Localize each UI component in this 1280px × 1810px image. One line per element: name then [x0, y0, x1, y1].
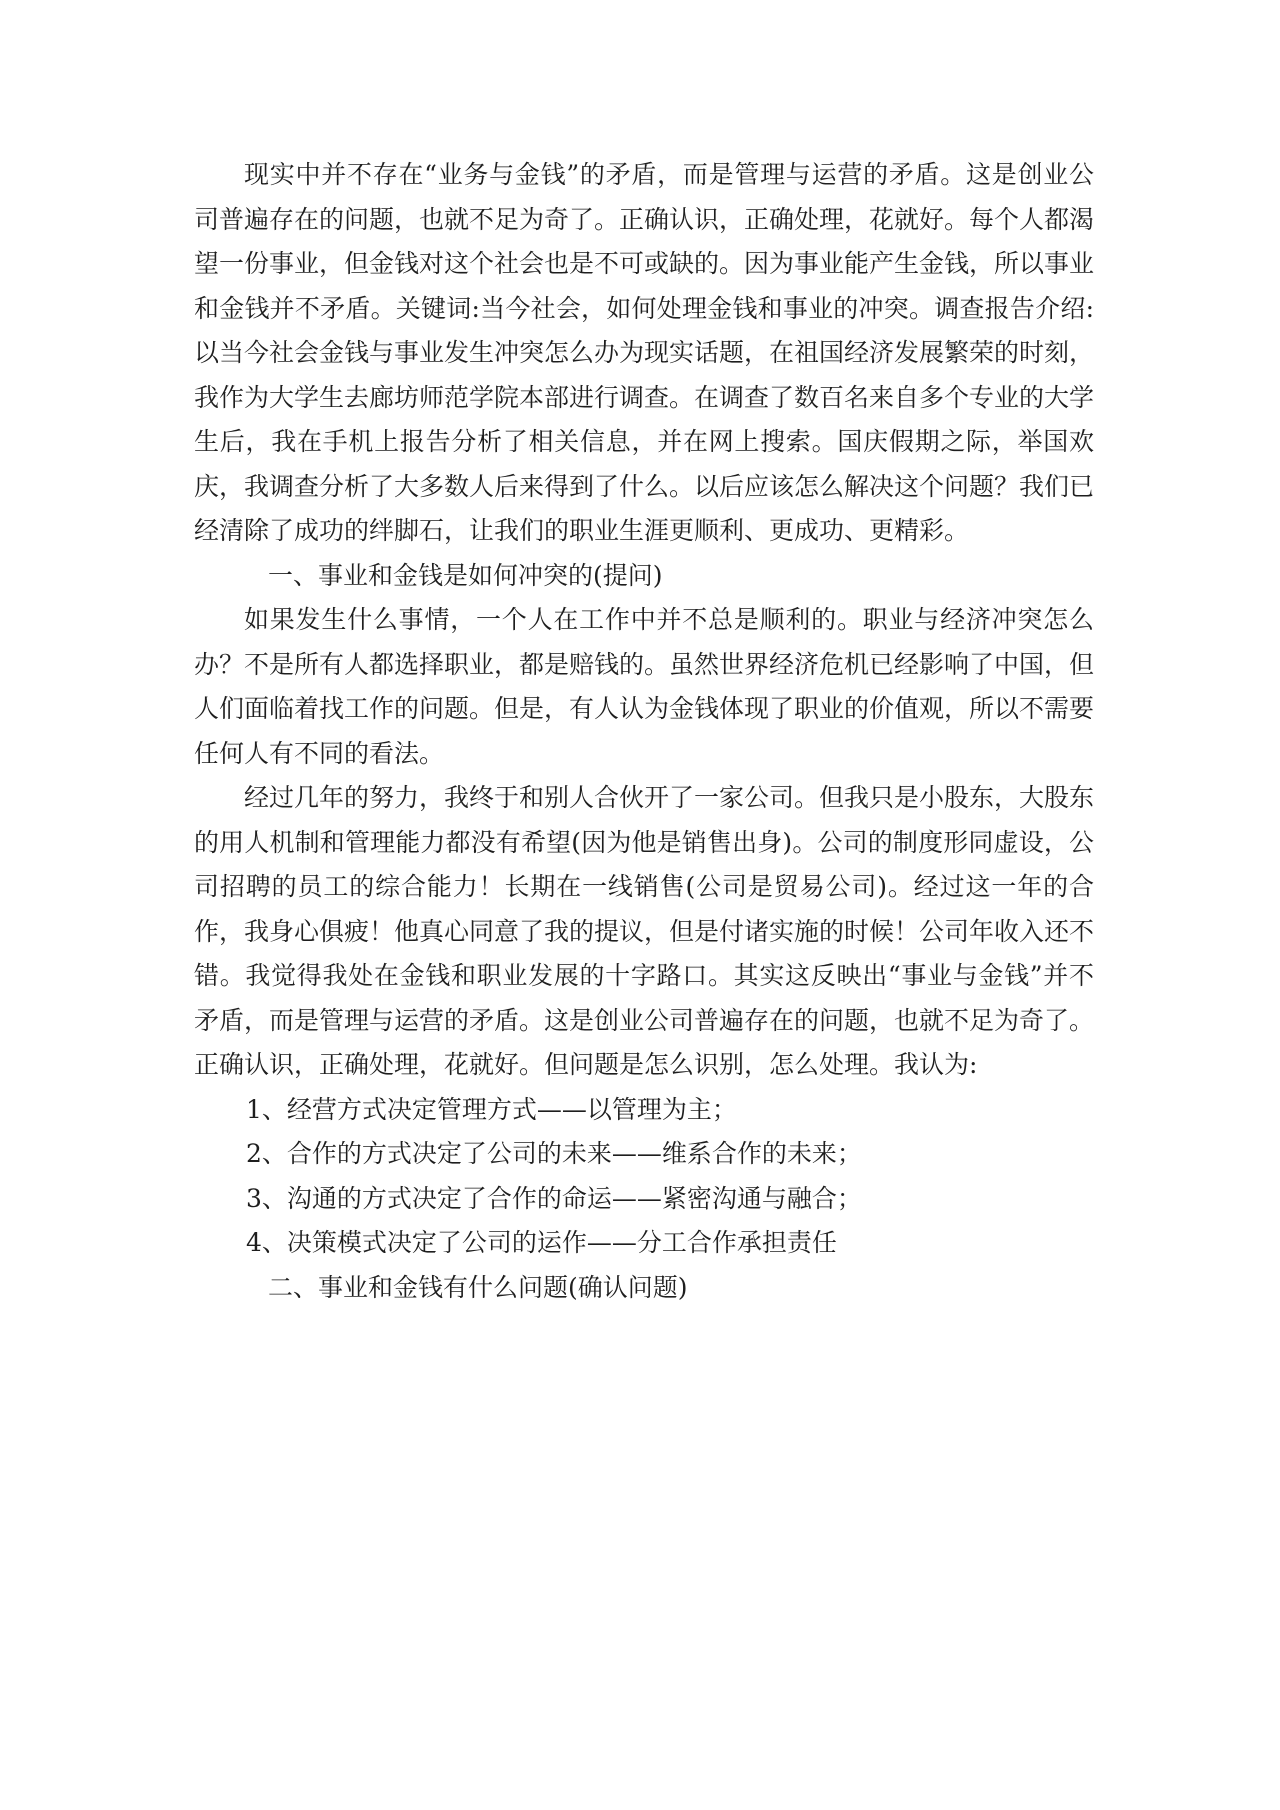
list-item: 4、决策模式决定了公司的运作——分工合作承担责任	[246, 1228, 837, 1257]
section-heading-1: 一、事业和金钱是如何冲突的(提问)	[268, 560, 663, 590]
list-item: 3、沟通的方式决定了合作的命运——紧密沟通与融合；	[246, 1183, 862, 1213]
document-body	[194, 153, 1094, 1310]
paragraph-conflict: 如果发生什么事情，一个人在工作中并不总是顺利的。职业与经济冲突怎么办？不是所有人都选择职业，都是赔钱的。虽然世界经济危机已经影响了中国，但人们面临着找工作的问题。但是，有人认为金钱体现了职业的价值观，所以不需要任何人有不同的看法。	[194, 605, 1095, 768]
list-item: 2、合作的方式决定了公司的未来——维系合作的未来；	[246, 1139, 862, 1168]
paragraph-experience: 经过几年的努力，我终于和别人合伙开了一家公司。但我只是小股东，大股东的用人机制和管理能力都没有希望(因为他是销售出身)。公司的制度形同虚设，公司招聘的员工的综合能力！长期在一线销售(公司是贸易公司)。经过这一年的合作，我身心俱疲！他真心同意了我的提议，但是付诸实施的时候！公司年收入还不错。我觉得我处在金钱和职业发展的十字路口。其实这反映出“事业与金钱”并不矛盾，而是管理与运营的矛盾。这是创业公司普遍存在的问题，也就不足为奇了。正确认识，正确处理，花就好。但问题是怎么识别，怎么处理。我认为:	[194, 783, 1095, 1079]
list-item: 1、经营方式决定管理方式——以管理为主；	[246, 1094, 737, 1124]
paragraph-intro: 现实中并不存在“业务与金钱”的矛盾，而是管理与运营的矛盾。这是创业公司普遍存在的问题，也就不足为奇了。正确认识，正确处理，花就好。每个人都渴望一份事业，但金钱对这个社会也是不可或缺的。因为事业能产生金钱，所以事业和金钱并不矛盾。关键词:当今社会，如何处理金钱和事业的冲突。调查报告介绍:以当今社会金钱与事业发生冲突怎么办为现实话题，在祖国经济发展繁荣的时刻，我作为大学生去廊坊师范学院本部进行调查。在调查了数百名来自多个专业的大学生后，我在手机上报告分析了相关信息，并在网上搜索。国庆假期之际，举国欢庆，我调查分析了大多数人后来得到了什么。以后应该怎么解决这个问题？我们已经清除了成功的绊脚石，让我们的职业生涯更顺利、更成功、更精彩。	[194, 160, 1095, 545]
section-heading-2: 二、事业和金钱有什么问题(确认问题)	[268, 1272, 688, 1302]
